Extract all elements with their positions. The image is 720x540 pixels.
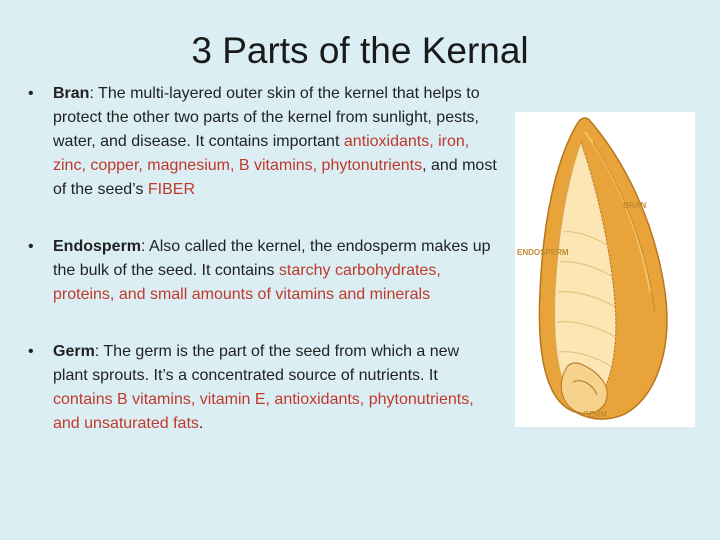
bran-text-2: , and most of the seed’s — [53, 157, 497, 198]
germ-text-1: : The germ is the part of the seed from which a new plant sprouts. It’s a concentrated source of nutrients. It — [53, 343, 460, 384]
bullet-dot-icon: • — [28, 343, 34, 360]
germ-nutrients: contains B vitamins, vitamin E, antioxidants, phytonutrients, and unsaturated fats — [53, 391, 474, 432]
kernel-diagram — [515, 112, 695, 427]
germ-text-2: . — [198, 415, 204, 432]
label-endosperm: ENDOSPERM — [517, 248, 569, 257]
bullet-endosperm — [28, 235, 498, 307]
bran-fiber: FIBER — [147, 181, 196, 198]
label-bran: BRAN — [623, 201, 647, 210]
endosperm-text-1: : Also called the kernel, the endosperm makes up the bulk of the seed. It contains — [53, 238, 491, 279]
bullet-bran — [28, 82, 498, 202]
bran-nutrients: antioxidants, iron, zinc, copper, magnesium, B vitamins, phytonutrients — [53, 133, 470, 174]
kernel-illustration — [515, 112, 695, 427]
bullet-dot-icon: • — [28, 238, 34, 255]
bullet-list — [28, 82, 498, 469]
endosperm-nutrients: starchy carbohydrates, proteins, and small amounts of vitamins and minerals — [53, 262, 441, 303]
term-germ: Germ — [53, 343, 95, 360]
term-bran: Bran — [53, 85, 90, 102]
bran-text-1: : The multi-layered outer skin of the kernel that helps to protect the other two parts of the kernel from sunlight, pests, water, and disease. It contains important — [53, 85, 480, 150]
label-germ: GERM — [583, 410, 607, 419]
bullet-dot-icon: • — [28, 85, 34, 102]
term-endosperm: Endosperm — [53, 238, 142, 255]
bullet-germ — [28, 340, 498, 436]
slide-title: 3 Parts of the Kernal — [191, 30, 529, 71]
